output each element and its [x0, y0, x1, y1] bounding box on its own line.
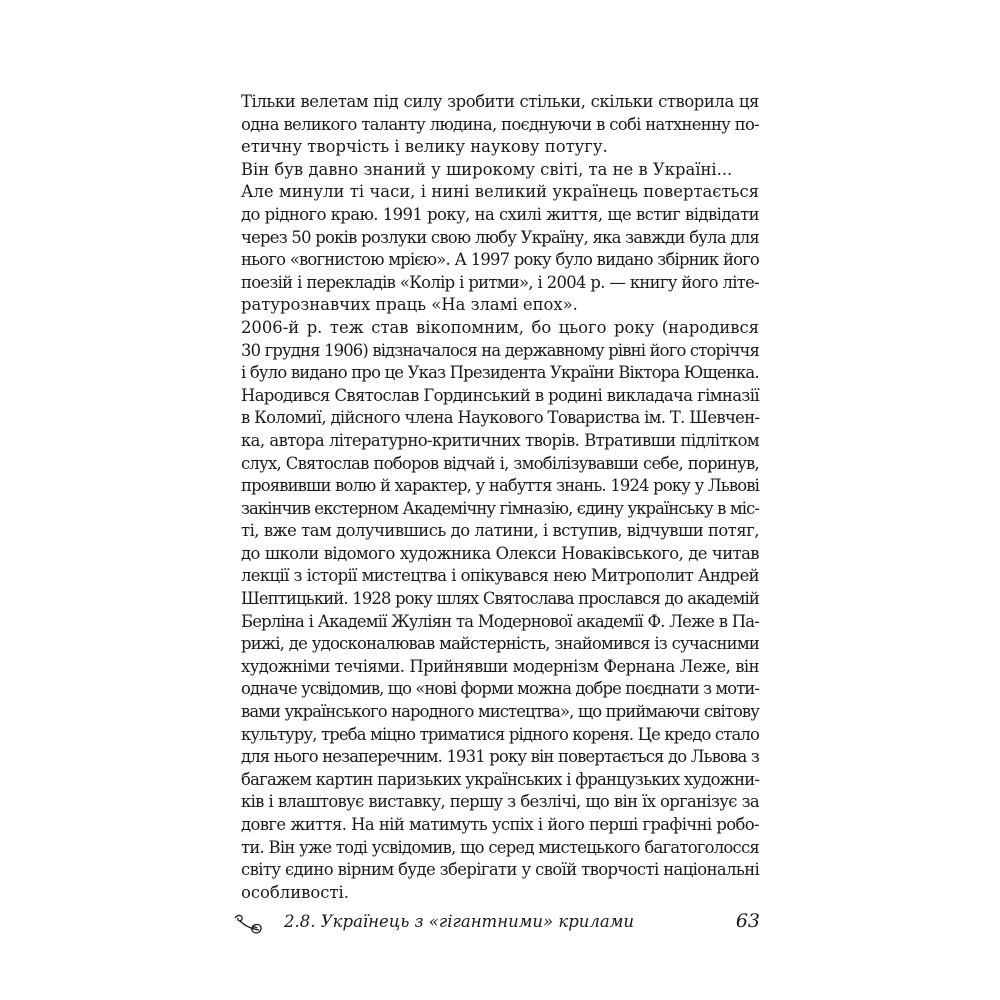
text-line: багажем картин паризьких українських і французьких художни- [241, 769, 760, 789]
text-line: Шептицький. 1928 року шлях Святослава прослався до академій [241, 589, 759, 609]
page-footer [228, 906, 760, 946]
text-line: етичну творчість і велику наукову потугу. [241, 137, 608, 157]
text-line: для нього незаперечним. 1931 року він повертається до Львова з [241, 747, 759, 767]
text-line: довге життя. На ній матимуть успіх і його перші графічні робо- [241, 815, 759, 834]
text-line: Тільки велетам під силу зробити стільки, скільки створила ця [241, 92, 759, 111]
text-line: нього «вогнистою мрією». А 1997 року було видано збірник його [241, 250, 759, 270]
text-line: проявивши волю й характер, у набуття знань. 1924 року у Львові [241, 476, 759, 496]
text-line: ка, автора літературно-критичних творів. Втративши підлітком [241, 430, 759, 450]
text-line: 30 грудня 1906) відзначалося на державному рівні його сторіччя [241, 340, 759, 360]
running-title: 2.8. Українець з «гігантними» крилами [284, 912, 635, 931]
text-line: вами українського народного мистецтва», що приймаючи світову [241, 702, 759, 722]
text-line: 2006-й р. теж став вікопомним, бо цього року (народився [241, 317, 759, 337]
fleuron-ornament-icon [232, 912, 266, 940]
text-line: Але минули ті часи, і нині великий українець повертається [241, 182, 759, 202]
text-line: і було видано про це Указ Президента України Віктора Ющенка. [241, 363, 759, 383]
text-line: лекції з історії мистецтва і опікувався нею Митрополит Андрей [241, 566, 759, 586]
text-line: ратурознавчих праць «На зламі епох». [241, 295, 578, 315]
text-line: світу єдино вірним буде зберігати у своїй творчості національні [241, 860, 760, 880]
paragraph [241, 317, 759, 385]
text-line: до рідного краю. 1991 року, на схилі життя, ще встиг відвідати [241, 204, 759, 224]
text-line: Народився Святослав Гординський в родині викладача гімназії [241, 385, 759, 405]
text-line: слух, Святослав поборов відчай і, змобілізувавши себе, поринув, [241, 453, 759, 473]
text-line: Берліна і Академії Жуліян та Модернової академії Ф. Леже в Па- [241, 611, 759, 631]
text-line: художніми течіями. Прийнявши модернізм Фернана Леже, він [241, 656, 759, 676]
text-line: ків і влаштовує виставку, першу з безлічі, що він їх організує за [241, 792, 759, 812]
text-line: до школи відомого художника Олекси Новаківського, де читав [241, 543, 759, 563]
text-line: одна великого таланту людина, поєднуючи в собі натхненну по- [241, 114, 759, 134]
text-line: рижі, де удосконалював майстерність, знайомився із сучасними [241, 634, 759, 654]
text-line: культуру, треба міцно триматися рідного кореня. Це кредо стало [241, 724, 759, 744]
text-line: ти. Він уже тоді усвідомив, що серед мистецького багатоголосся [241, 837, 759, 857]
text-line: ті, вже там долучившись до латини, і вступив, відчувши потяг, [241, 521, 759, 541]
text-line: особливості. [241, 882, 349, 902]
text-line: Він був давно знаний у широкому світі, та не в Україні... [241, 159, 733, 179]
page-number: 63 [735, 910, 760, 932]
text-line: поезій і перекладів «Колір і ритми», і 2004 р. — книгу його літе- [241, 272, 759, 292]
paragraph [241, 159, 759, 182]
text-line: через 50 років розлуки свою любу Україну, яка завжди була для [241, 227, 759, 247]
text-line: одначе усвідомив, що «нові форми можна добре поєднати з моти- [241, 679, 760, 699]
paragraph [241, 385, 759, 905]
text-line: в Коломиї, дійсного члена Наукового Товариства ім. Т. Шевчен- [241, 408, 760, 428]
text-line: закінчив екстерном Академічну гімназію, єдину українську в міс- [241, 498, 759, 518]
paragraph [241, 91, 759, 159]
paragraph [241, 181, 759, 317]
body-text [241, 91, 759, 904]
